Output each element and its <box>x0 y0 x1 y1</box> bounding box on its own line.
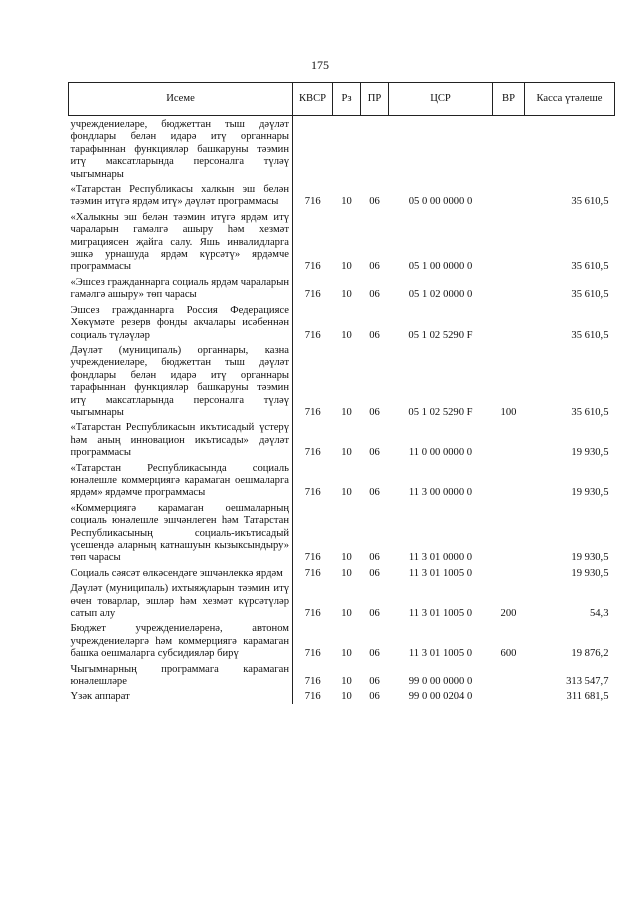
cell-sum: 35 610,5 <box>571 329 609 341</box>
cell-name: «Татарстан Республикасында социаль юнәлешле коммерциягә карамаган оешмаларга ярдәм» ярдәмче программасы <box>69 460 293 500</box>
cell-csr: 11 3 01 1005 0 <box>408 608 473 620</box>
table-row <box>69 620 615 660</box>
header-pr: ПР <box>361 83 389 116</box>
cell-kvsr: 716 <box>304 289 321 301</box>
cell-pr: 06 <box>369 691 380 703</box>
header-vr: ВР <box>493 83 525 116</box>
cell-csr: 99 0 00 0000 0 <box>408 676 473 688</box>
cell-kvsr: 716 <box>304 567 321 579</box>
cell-sum: 35 610,5 <box>571 261 609 273</box>
table-row <box>69 661 615 689</box>
cell-name: Эшсез гражданнарга Россия Федерациясе Хөкүмәте резерв фонды акчалары исәбеннән социаль түләүләр <box>69 302 293 342</box>
cell-pr: 06 <box>369 676 380 688</box>
cell-kvsr: 716 <box>304 261 321 273</box>
cell-vr <box>493 419 525 459</box>
cell-csr: 05 1 02 5290 F <box>408 329 473 341</box>
cell-pr: 06 <box>369 447 380 459</box>
cell-sum: 35 610,5 <box>571 196 609 208</box>
cell-vr <box>493 302 525 342</box>
cell-sum: 19 876,2 <box>571 648 609 660</box>
cell-pr: 06 <box>369 196 380 208</box>
table-row <box>69 565 615 580</box>
cell-csr: 05 1 00 0000 0 <box>408 261 473 273</box>
cell-sum: 35 610,5 <box>571 289 609 301</box>
cell-kvsr: 716 <box>304 608 321 620</box>
cell-sum: 19 930,5 <box>571 567 609 579</box>
cell-vr <box>493 565 525 580</box>
cell-pr: 06 <box>369 329 380 341</box>
cell-rz: 10 <box>341 567 352 579</box>
cell-sum: 19 930,5 <box>571 447 609 459</box>
cell-name: Дәүләт (муниципаль) ихтыяҗларын тәэмин итү өчен товарлар, эшләр һәм хезмәт күрсәтүләр сатып алу <box>69 580 293 620</box>
table-body <box>69 116 615 704</box>
cell-kvsr: 716 <box>304 676 321 688</box>
cell-name: Чыгымнарның программага карамаган юнәлешләре <box>69 661 293 689</box>
table-row <box>69 460 615 500</box>
cell-vr <box>493 661 525 689</box>
table-row <box>69 116 615 182</box>
table-row <box>69 274 615 302</box>
cell-name: «Татарстан Республикасы халкын эш белән тәэмин итүгә ярдәм итү» дәүләт программасы <box>69 181 293 209</box>
table-row <box>69 419 615 459</box>
header-csr: ЦСР <box>389 83 493 116</box>
cell-sum: 19 930,5 <box>571 487 609 499</box>
cell-vr <box>493 460 525 500</box>
cell-vr <box>493 500 525 565</box>
header-name: Исеме <box>69 83 293 116</box>
cell-name: «Халыкны эш белән тәэмин итүгә ярдәм итү чараларын гамәлгә ашыру һәм хезмәт миграциясен җайга салу. Яшь инвалидларга эшкә урнашуда ярдәм күрсәтү» ярдәмче программасы <box>69 209 293 274</box>
cell-rz: 10 <box>341 648 352 660</box>
cell-csr: 11 3 00 0000 0 <box>408 487 473 499</box>
cell-name: учреждениеләре, бюджеттан тыш дәүләт фондлары белән идарә итү органнары тарафыннан функцияләр башкаруны тәэмин итү максатларында персоналга түләү чыгымнары <box>69 116 293 182</box>
cell-sum: 19 930,5 <box>571 552 609 564</box>
header-kassa: Касса үтәлеше <box>525 83 615 116</box>
cell-rz: 10 <box>341 196 352 208</box>
cell-rz: 10 <box>341 676 352 688</box>
cell-csr: 11 3 01 1005 0 <box>408 567 473 579</box>
cell-csr: 05 0 00 0000 0 <box>408 196 473 208</box>
cell-vr <box>493 274 525 302</box>
cell-rz: 10 <box>341 608 352 620</box>
cell-pr: 06 <box>369 289 380 301</box>
cell-sum: 54,3 <box>589 608 609 620</box>
cell-sum: 311 681,5 <box>566 691 609 703</box>
cell-pr <box>361 116 389 182</box>
cell-csr: 99 0 00 0204 0 <box>408 691 473 703</box>
page-number: 175 <box>311 58 329 72</box>
cell-rz: 10 <box>341 261 352 273</box>
header-rz: Рз <box>333 83 361 116</box>
cell-pr: 06 <box>369 648 380 660</box>
cell-csr: 05 1 02 5290 F <box>408 406 473 418</box>
cell-vr: 600 <box>500 648 517 660</box>
budget-table <box>68 82 615 704</box>
table-row <box>69 580 615 620</box>
table-row <box>69 342 615 419</box>
cell-rz <box>333 116 361 182</box>
cell-pr: 06 <box>369 261 380 273</box>
cell-rz: 10 <box>341 487 352 499</box>
table-row <box>69 209 615 274</box>
cell-sum <box>525 116 615 182</box>
cell-rz: 10 <box>341 289 352 301</box>
cell-rz: 10 <box>341 406 352 418</box>
cell-vr <box>493 116 525 182</box>
cell-pr: 06 <box>369 487 380 499</box>
cell-sum: 35 610,5 <box>571 406 609 418</box>
cell-csr <box>389 116 493 182</box>
table-row <box>69 688 615 703</box>
cell-csr: 05 1 02 0000 0 <box>408 289 473 301</box>
cell-vr: 100 <box>500 406 517 418</box>
cell-name: «Коммерциягә карамаган оешмаларның социаль юнәлешле эшчәнлеген һәм Татарстан Республикасының социаль-икътисадый үсешендә аларның катнашуын кызыксындыру» төп чарасы <box>69 500 293 565</box>
table-header <box>69 83 615 116</box>
cell-vr <box>493 181 525 209</box>
cell-csr: 11 3 01 1005 0 <box>408 648 473 660</box>
cell-name: Социаль сәясәт өлкәсендәге эшчәнлеккә ярдәм <box>69 565 293 580</box>
cell-sum: 313 547,7 <box>566 676 609 688</box>
table-row <box>69 181 615 209</box>
cell-name: Дәүләт (муниципаль) органнары, казна учреждениеләре, бюджеттан тыш дәүләт фондлары белән идарә итү органнары тарафыннан функцияләр башкаруны тәэмин итү максатларында персоналга түләү чыгымнары <box>69 342 293 419</box>
cell-pr: 06 <box>369 552 380 564</box>
cell-rz: 10 <box>341 447 352 459</box>
cell-pr: 06 <box>369 406 380 418</box>
cell-vr: 200 <box>500 608 517 620</box>
cell-vr <box>493 209 525 274</box>
cell-kvsr: 716 <box>304 329 321 341</box>
budget-table-container <box>68 82 614 704</box>
cell-kvsr: 716 <box>304 691 321 703</box>
cell-kvsr: 716 <box>304 487 321 499</box>
cell-rz: 10 <box>341 691 352 703</box>
cell-name: Үзәк аппарат <box>69 688 293 703</box>
cell-pr: 06 <box>369 608 380 620</box>
cell-kvsr: 716 <box>304 552 321 564</box>
cell-pr: 06 <box>369 567 380 579</box>
cell-name: Бюджет учреждениеләренә, автоном учреждениеләргә һәм коммерциягә карамаган башка оешмаларга субсидияләр бирү <box>69 620 293 660</box>
cell-kvsr: 716 <box>304 406 321 418</box>
cell-csr: 11 0 00 0000 0 <box>408 447 473 459</box>
cell-name: «Эшсез гражданнарга социаль ярдәм чараларын гамәлгә ашыру» төп чарасы <box>69 274 293 302</box>
table-row <box>69 302 615 342</box>
table-row <box>69 500 615 565</box>
cell-kvsr: 716 <box>304 648 321 660</box>
cell-rz: 10 <box>341 329 352 341</box>
cell-kvsr <box>293 116 333 182</box>
cell-name: «Татарстан Республикасын икътисадый үстерү һәм аның инновацион икътисады» дәүләт программасы <box>69 419 293 459</box>
header-kvsr: КВСР <box>293 83 333 116</box>
cell-rz: 10 <box>341 552 352 564</box>
cell-kvsr: 716 <box>304 196 321 208</box>
cell-csr: 11 3 01 0000 0 <box>408 552 473 564</box>
cell-kvsr: 716 <box>304 447 321 459</box>
cell-vr <box>493 688 525 703</box>
